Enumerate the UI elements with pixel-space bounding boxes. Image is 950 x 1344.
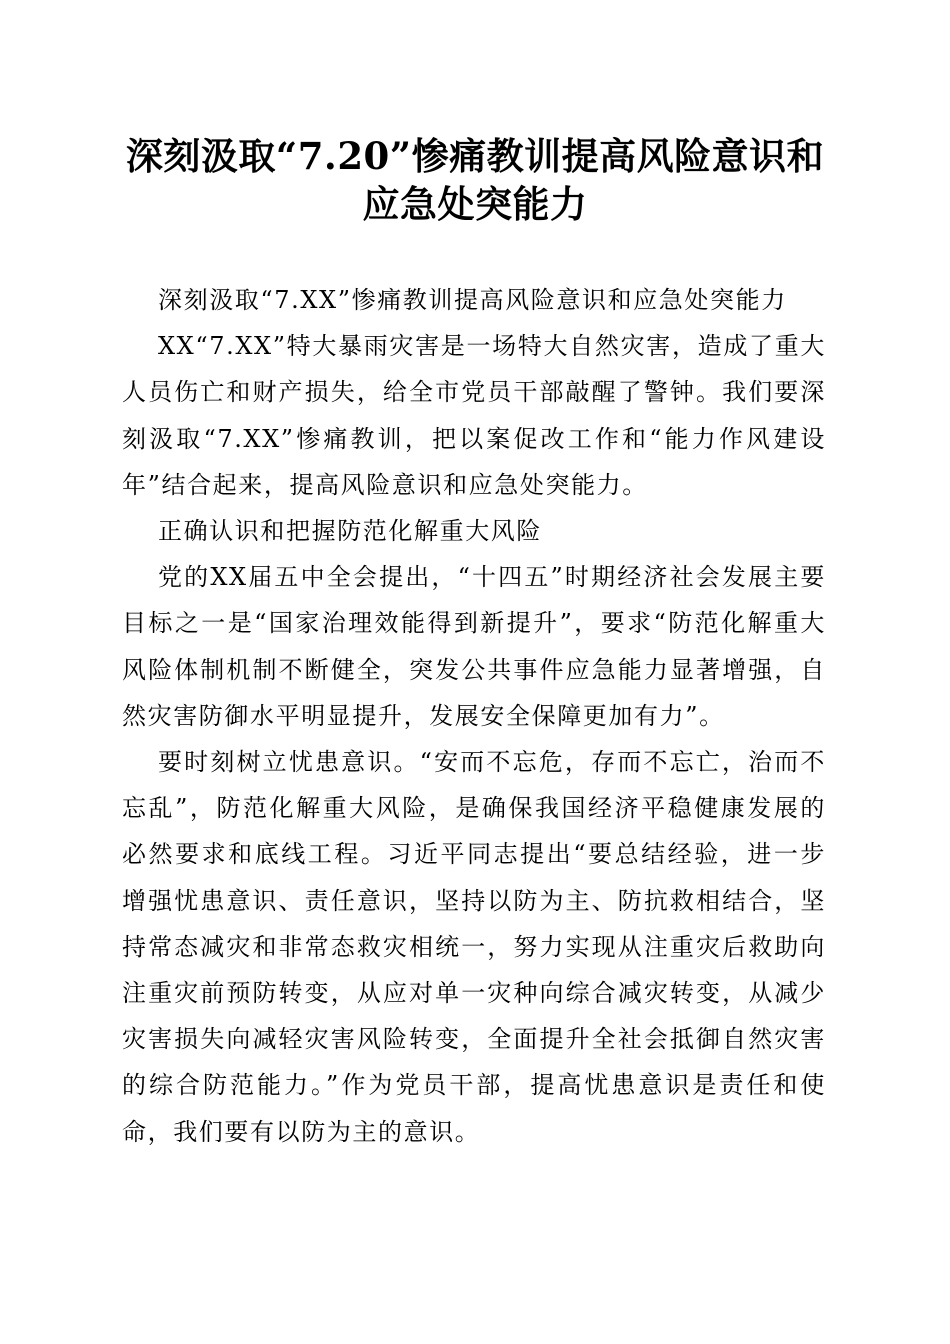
paragraph-intro: XX“7.XX”特大暴雨灾害是一场特大自然灾害，造成了重大人员伤亡和财产损失，给全市党员干部敲醒了警钟。我们要深刻汲取“7.XX”惨痛教训，把以案促改工作和“能力作风建设年”结合起来，提高风险意识和应急处突能力。 xyxy=(122,332,826,499)
document-title: 深刻汲取“7.20”惨痛教训提高风险意识和应急处突能力 xyxy=(125,134,825,226)
paragraph-awareness: 要时刻树立忧患意识。“安而不忘危，存而不忘亡，治而不忘乱”，防范化解重大风险，是确保我国经济平稳健康发展的必然要求和底线工程。习近平同志提出“要总结经验，进一步增强忧患意识、责任意识，坚持以防为主、防抗救相结合，坚持常态减灾和非常态救灾相统一，努力实现从注重灾后救助向注重灾前预防转变，从应对单一灾种向综合减灾转变，从减少灾害损失向减轻灾害风险转变，全面提升全社会抵御自然灾害的综合防范能力。”作为党员干部，提高忧患意识是责任和使命，我们要有以防为主的意识。 xyxy=(122,748,826,1146)
paragraph-policy: 党的XX届五中全会提出，“十四五”时期经济社会发展主要目标之一是“国家治理效能得到新提升”，要求“防范化解重大风险体制机制不断健全，突发公共事件应急能力显著增强，自然灾害防御水平明显提升，发展安全保障更加有力”。 xyxy=(122,563,826,730)
paragraph-section-heading: 正确认识和把握防范化解重大风险 xyxy=(158,517,542,546)
paragraph-subtitle: 深刻汲取“7.XX”惨痛教训提高风险意识和应急处突能力 xyxy=(158,286,787,314)
document-body xyxy=(122,277,826,1155)
